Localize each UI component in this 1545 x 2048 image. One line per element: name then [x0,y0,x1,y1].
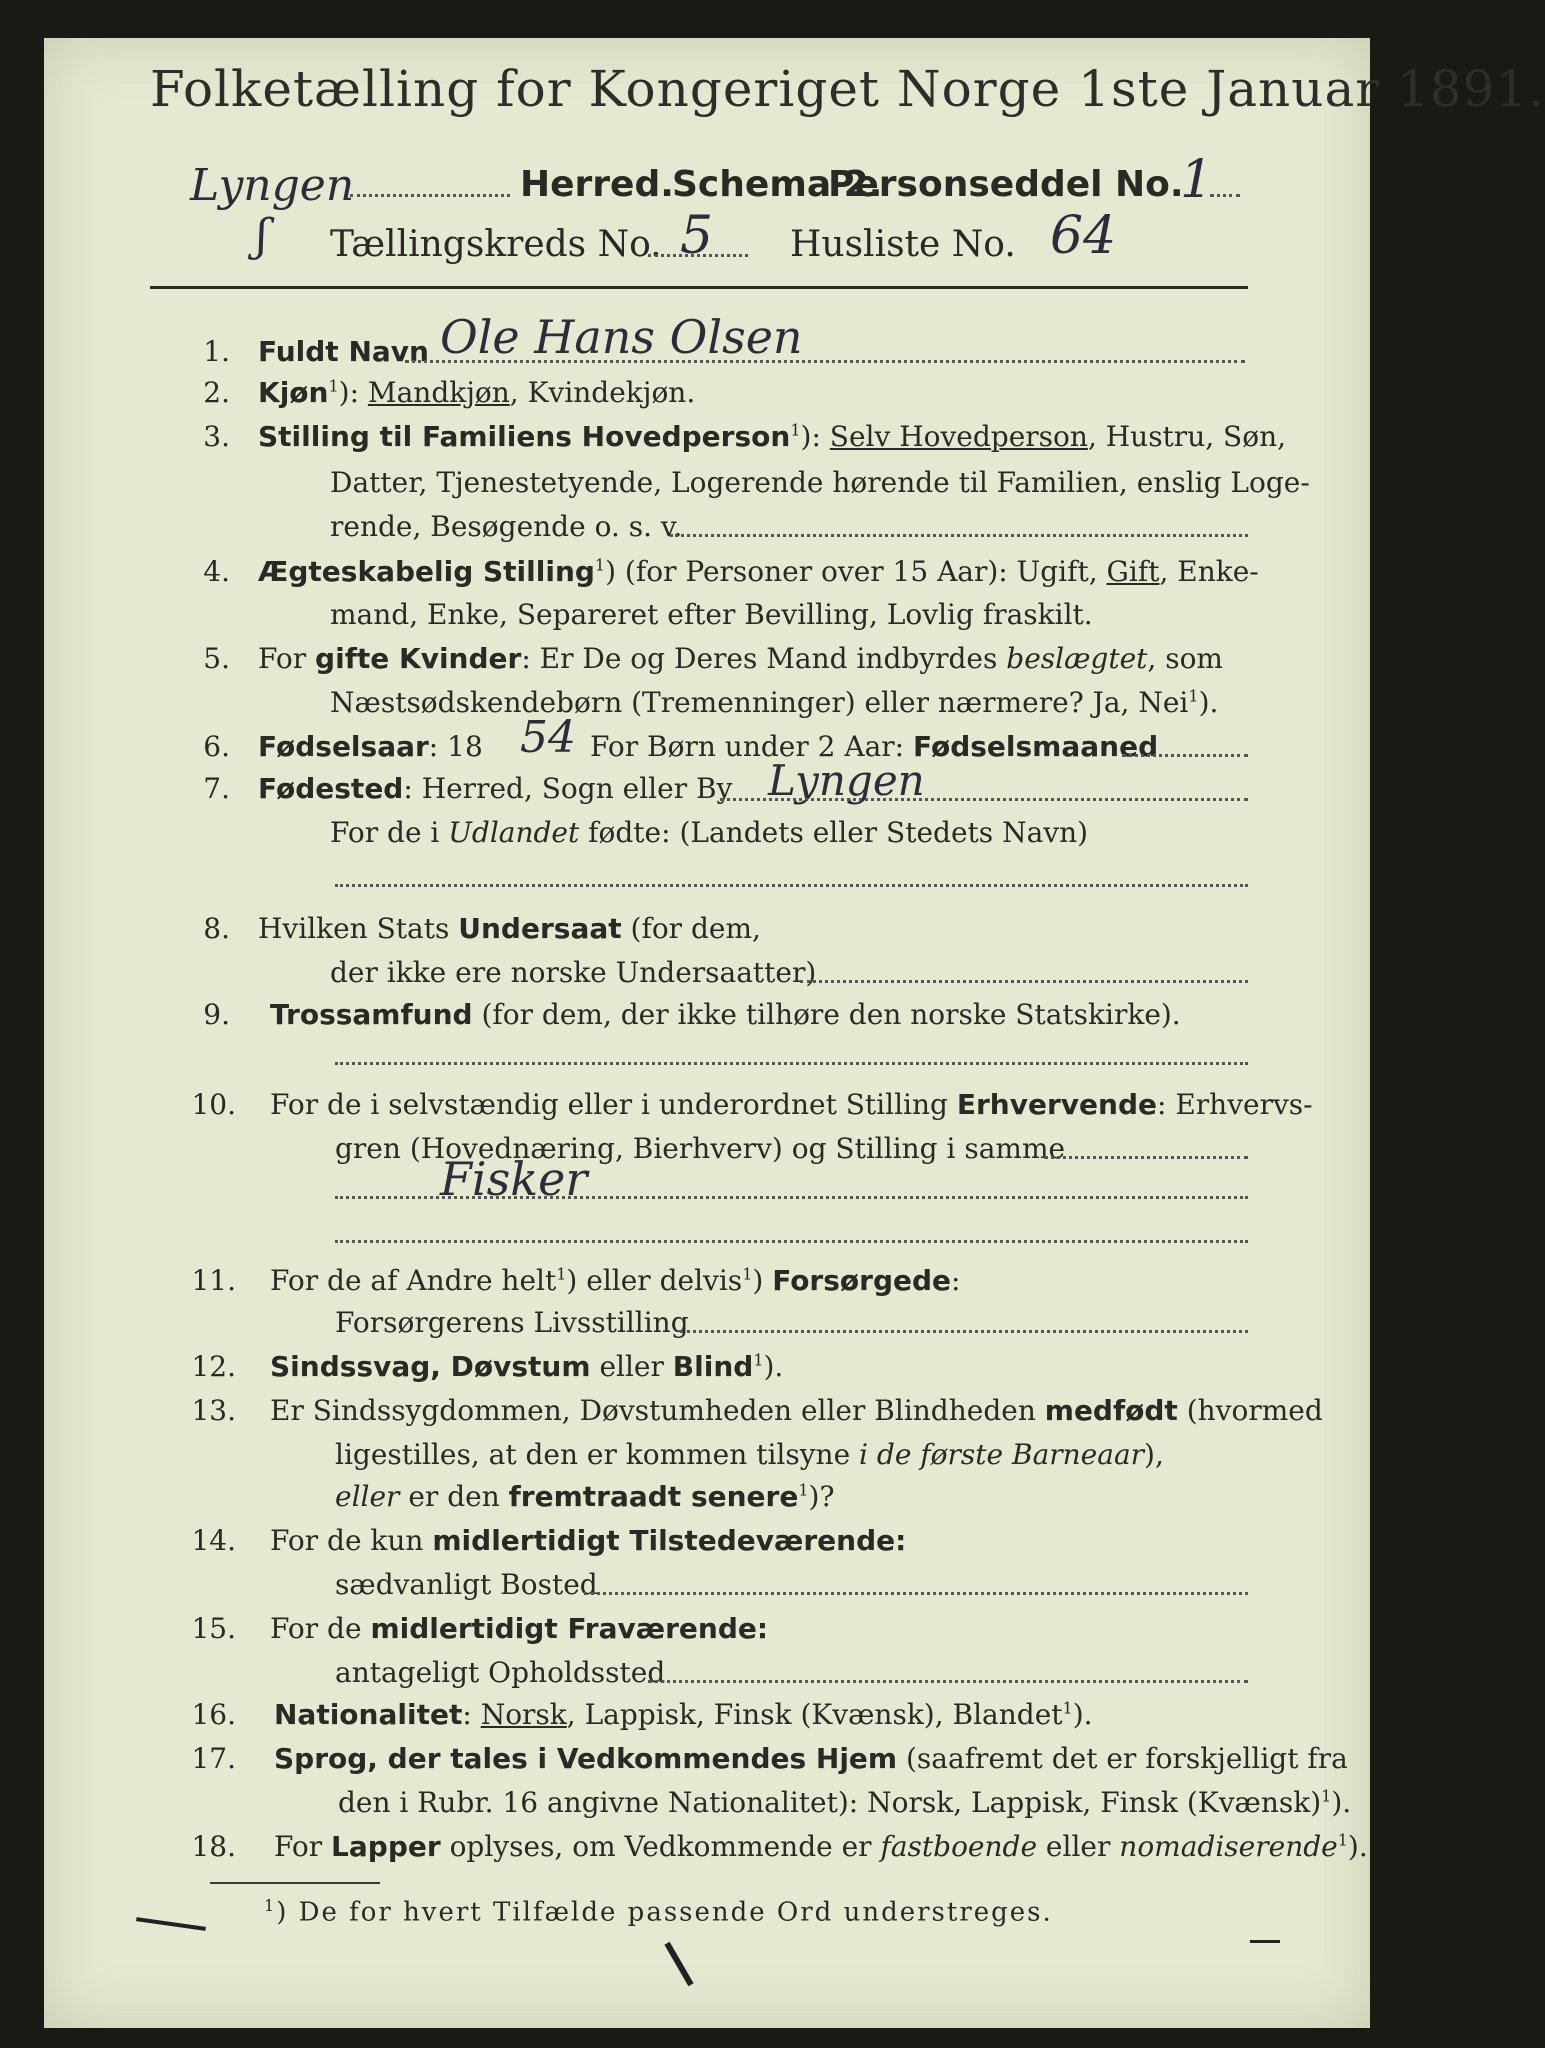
q-forsorgede-line2: Forsørgerens Livsstilling [335,1306,689,1339]
item-number: 1. [203,335,230,368]
q-undersaat-line2: der ikke ere norske Undersaatter) [330,956,817,989]
q-erhverv: For de i selvstændig eller i underordnet Stilling Erhvervende: Erhvervs- [270,1088,1313,1121]
item-number: 16. [191,1698,236,1731]
q-medfodt: Er Sindssygdommen, Døvstumheden eller Blindheden medfødt (hvormed [270,1394,1323,1427]
dotted-leader [670,534,1248,537]
q-lapper: For Lapper oplyses, om Vedkommende er fastboende eller nomadiserende$^1$). [274,1830,1368,1863]
q-fodselsmaaned: For Børn under 2 Aar: Fødselsmaaned [590,730,1159,763]
answer-occupation: Fisker [440,1152,588,1206]
item-number: 5. [203,642,230,675]
q-forsorgede: For de af Andre helt$^1$) eller delvis$^1$) Forsørgede: [270,1264,961,1297]
q-aegteskab: Ægteskabelig Stilling$^1$) (for Personer over 15 Aar): Ugift, Gift, Enke- [258,555,1259,588]
dotted-leader [1122,754,1248,757]
q-undersaat: Hvilken Stats Undersaat (for dem, [258,912,761,945]
item-number: 12. [191,1350,236,1383]
dotted-leader [335,1062,1248,1065]
q-tilstedevaerende: For de kun midlertidigt Tilstedeværende: [270,1524,907,1557]
husliste-number: 64 [1050,206,1117,266]
kreds-label: Tællingskreds No. [330,224,662,265]
answer-birth-year: 54 [520,712,576,763]
footnote: $^1$) De for hvert Tilfælde passende Ord understreges. [264,1896,1053,1928]
dotted-leader [680,1330,1248,1333]
footnote-rule [210,1882,380,1884]
item-number: 8. [203,912,230,945]
q-gifte-kvinder: For gifte Kvinder: Er De og Deres Mand indbyrdes beslægtet, som [258,642,1223,675]
personseddel-number: 1 [1180,150,1214,210]
dotted-leader [584,1592,1248,1595]
item-number: 18. [191,1830,236,1863]
q-tilstedevaerende-line2: sædvanligt Bosted [335,1568,598,1601]
dotted-leader [350,194,510,197]
q-medfodt-line3: eller er den fremtraadt senere$^1$)? [335,1480,835,1513]
herred-handwritten: Lyngen [190,160,355,211]
item-number: 15. [191,1612,236,1645]
q-fodested-line2: For de i Udlandet fødte: (Landets eller Stedets Navn) [330,816,1089,849]
q-stilling-line3: rende, Besøgende o. s. v. [330,510,683,543]
q-erhverv-line2: gren (Hovednæring, Bierhverv) og Stilling i samme [335,1132,1066,1165]
q-sprog: Sprog, der tales i Vedkommendes Hjem (saafremt det er forskjelligt fra [274,1742,1348,1775]
item-number: 4. [203,555,230,588]
personseddel-label: Personseddel No. [828,164,1184,205]
q-gifte-kvinder-line2: Næstsødskendebørn (Tremenninger) eller nærmere? Ja, Nei$^1$). [330,686,1219,719]
q-fodselsaar: Fødselsaar: 18 [258,730,483,763]
dotted-leader [1044,1156,1248,1159]
item-number: 17. [191,1742,236,1775]
q-nationalitet: Nationalitet: Norsk, Lappisk, Finsk (Kvænsk), Blandet$^1$). [274,1698,1093,1731]
kreds-mark: ʃ [256,210,268,261]
item-number: 10. [191,1088,236,1121]
dotted-leader [800,980,1248,983]
q-fodested: Fødested: Herred, Sogn eller By [258,772,733,805]
q-medfodt-line2: ligestilles, at den er kommen tilsyne i de første Barneaar), [335,1438,1164,1471]
q-aegteskab-line2: mand, Enke, Separeret efter Bevilling, Lovlig fraskilt. [330,598,1093,631]
item-number: 9. [203,998,230,1031]
dotted-leader [648,254,748,257]
item-number: 13. [191,1394,236,1427]
answer-birthplace: Lyngen [768,756,925,805]
q-trossamfund: Trossamfund (for dem, der ikke tilhøre den norske Statskirke). [270,998,1181,1031]
form-title: Folketælling for Kongeriget Norge 1ste Januar 1891. [150,60,1545,118]
q-kjon: Kjøn$^1$): Mandkjøn, Kvindekjøn. [258,376,696,409]
dotted-leader [335,884,1248,887]
stray-mark [1250,1940,1280,1943]
item-number: 3. [203,420,230,453]
dotted-leader [648,1680,1248,1683]
q-sindssvag: Sindssvag, Døvstum eller Blind$^1$). [270,1350,784,1383]
q-stilling-line2: Datter, Tjenestetyende, Logerende hørende til Familien, enslig Loge- [330,466,1310,499]
q-stilling: Stilling til Familiens Hovedperson$^1$): Selv Hovedperson, Hustru, Søn, [258,420,1287,453]
q-fravaerende: For de midlertidigt Fraværende: [270,1612,769,1645]
herred-label: Herred. [520,164,674,205]
item-number: 14. [191,1524,236,1557]
dotted-leader [335,1240,1248,1243]
item-number: 2. [203,376,230,409]
q-sprog-line2: den i Rubr. 16 angivne Nationalitet): Norsk, Lappisk, Finsk (Kvænsk)$^1$). [338,1786,1352,1819]
answer-name: Ole Hans Olsen [440,310,803,364]
husliste-label: Husliste No. [790,224,1016,265]
item-number: 11. [191,1264,236,1297]
item-number: 6. [203,730,230,763]
dotted-leader [720,798,1248,801]
dotted-leader [1210,194,1240,197]
q-fuldt-navn: Fuldt Navn [258,335,429,368]
q-fravaerende-line2: antageligt Opholdssted [335,1656,666,1689]
kreds-number: 5 [680,206,714,266]
item-number: 7. [203,772,230,805]
header-rule [150,286,1248,289]
schema-label: Schema 2. [672,164,883,205]
